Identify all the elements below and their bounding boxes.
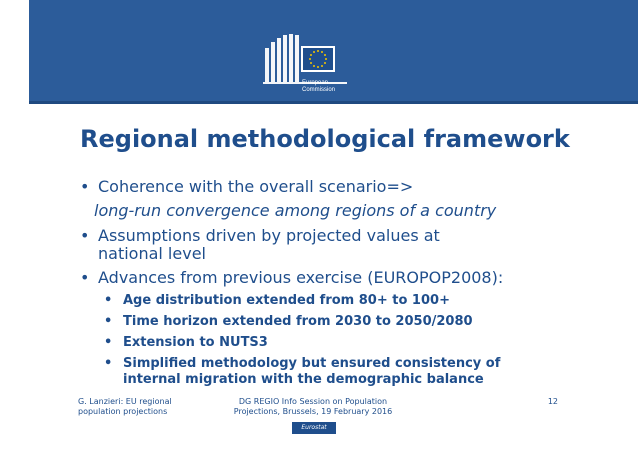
- sub-bullet-time-horizon: • Time horizon extended from 2030 to 2050/2080: [78, 314, 618, 330]
- bullet-coherence: • Coherence with the overall scenario=>: [78, 178, 618, 196]
- logo-line2: Commission: [302, 87, 336, 93]
- logo-line1: European: [302, 80, 329, 86]
- footer-event-line1: DG REGIO Info Session on Population: [238, 397, 388, 406]
- eurostat-badge: Eurostat: [292, 422, 336, 434]
- bullet-list: [78, 178, 618, 393]
- page-title: Regional methodological framework: [80, 125, 570, 153]
- page-number: 12: [547, 397, 558, 406]
- footer-event: [213, 397, 413, 417]
- sub-bullet-nuts3: • Extension to NUTS3: [78, 335, 618, 351]
- footer-author: [78, 397, 172, 417]
- bullet-assumptions: • Assumptions driven by projected values at national level: [78, 227, 498, 263]
- sub-bullet-methodology: • Simplified methodology but ensured consistency of internal migration with the demographic balance: [78, 356, 543, 388]
- bullet-coherence-continuation: long-run convergence among regions of a country: [94, 201, 497, 220]
- sub-bullet-age: • Age distribution extended from 80+ to 100+: [78, 293, 618, 309]
- header-stripe: [29, 101, 638, 104]
- footer-author-line2: population projections: [78, 407, 168, 416]
- footer-event-line2: Projections, Brussels, 19 February 2016: [233, 407, 393, 416]
- footer-author-line1: G. Lanzieri: EU regional: [78, 397, 172, 406]
- bullet-advances: • Advances from previous exercise (EUROPOP2008):: [78, 269, 618, 287]
- logo-caption: [302, 80, 335, 94]
